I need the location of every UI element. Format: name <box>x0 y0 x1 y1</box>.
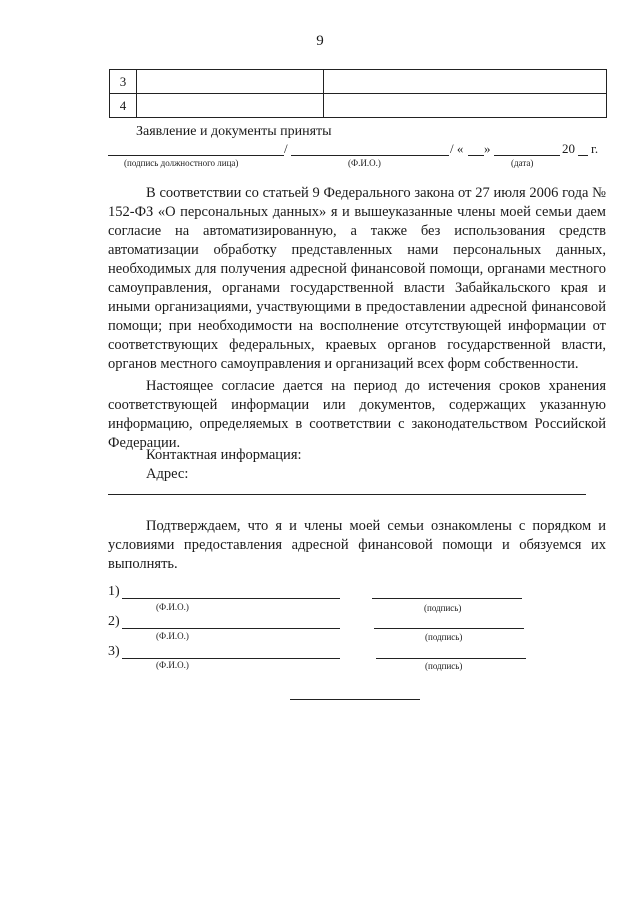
table-cell <box>137 70 324 94</box>
row-number: 4 <box>110 94 137 118</box>
table-cell <box>324 70 607 94</box>
caption-name: (Ф.И.О.) <box>156 602 189 612</box>
name-line <box>122 658 340 659</box>
family-members-table <box>109 69 607 118</box>
caption-official-signature: (подпись должностного лица) <box>124 158 239 168</box>
date-open: / « <box>450 141 464 156</box>
year-suffix: г. <box>591 141 599 156</box>
name-line <box>122 598 340 599</box>
page-number: 9 <box>316 33 324 49</box>
signature-number: 2) <box>108 614 120 629</box>
official-name-line <box>291 155 449 156</box>
consent-paragraph: В соответствии со статьей 9 Федерального закона от 27 июля 2006 года № 152-ФЗ «О персональных данных» я и вышеуказанные члены моей семьи даем согласие на автоматизированную, а также без использования средств автоматизации обработку представленных нами персональных данных, необходимых для получения адресной финансовой помощи, органами местного самоуправления, органами государственной власти Забайкальского края и иными организациями, участвующими в предоставлении адресной финансовой помощи; при необходимости на восполнение отсутствующей информации от соответствующих федеральных, краевых органов государственной власти, органов местного самоуправления и организаций всех форм собственности. <box>108 185 606 372</box>
month-line <box>494 155 560 156</box>
caption-signature: (подпись) <box>425 632 463 642</box>
official-signature-line <box>108 155 284 156</box>
year-prefix: 20 <box>562 141 575 156</box>
caption-name: (Ф.И.О.) <box>156 631 189 641</box>
signature-number: 3) <box>108 644 120 659</box>
date-close: » <box>484 141 491 156</box>
address-label: Адрес: <box>146 466 189 482</box>
closing-divider <box>290 699 420 700</box>
contact-info-title: Контактная информация: <box>146 447 302 463</box>
signature-number: 1) <box>108 584 120 599</box>
row-number: 3 <box>110 70 137 94</box>
signature-line <box>376 658 526 659</box>
name-line <box>122 628 340 629</box>
period-paragraph: Настоящее согласие дается на период до истечения сроков хранения соответствующей информации или документов, содержащих указанную информацию, определяемых в соответствии с законодательством Российской Федерации. <box>108 378 606 451</box>
table-cell <box>324 94 607 118</box>
table-row <box>110 70 607 94</box>
signature-line <box>372 598 522 599</box>
table-cell <box>137 94 324 118</box>
address-line <box>108 494 586 495</box>
caption-date: (дата) <box>511 158 534 168</box>
table-row <box>110 94 607 118</box>
caption-signature: (подпись) <box>425 661 463 671</box>
signature-line <box>374 628 524 629</box>
day-line <box>468 155 484 156</box>
acceptance-title: Заявление и документы приняты <box>136 124 332 139</box>
slash-separator: / <box>284 141 288 156</box>
caption-name: (Ф.И.О.) <box>156 660 189 670</box>
caption-signature: (подпись) <box>424 603 462 613</box>
confirm-paragraph: Подтверждаем, что я и члены моей семьи ознакомлены с порядком и условиями предоставления адресной финансовой помощи и обязуемся их выполнять. <box>108 518 606 572</box>
caption-official-name: (Ф.И.О.) <box>348 158 381 168</box>
year-line <box>578 155 588 156</box>
